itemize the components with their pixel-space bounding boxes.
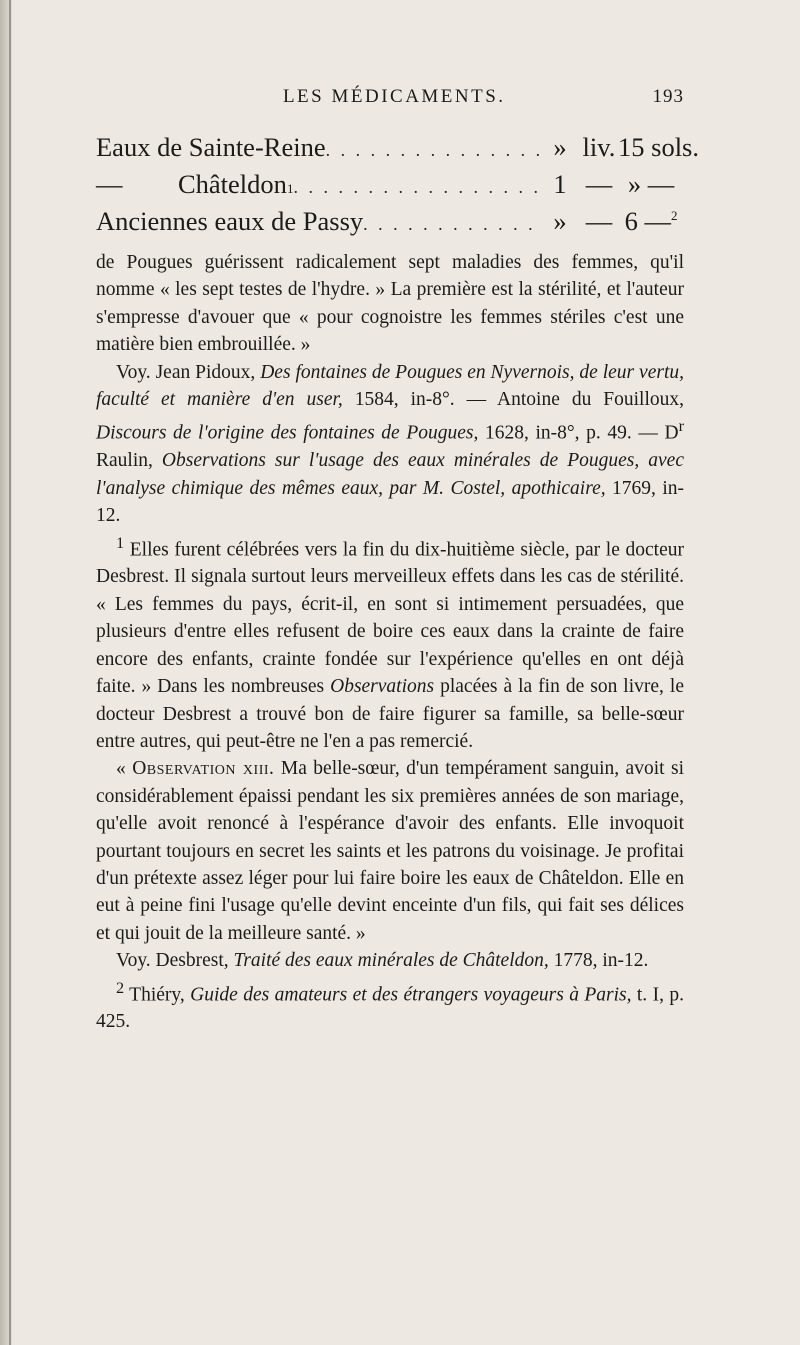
book-title: Des fontaines de Pougues en Nyvernois, de leur vertu, faculté et manière d'en user, (96, 361, 684, 411)
footnote-2: $^2$ Thiéry, Guide des amateurs et des étrangers voyageurs à Paris, t. I, p. 425. (96, 978, 684, 1033)
book-title: Guide des amateurs et des étrangers voyageurs à Paris, (190, 984, 632, 1006)
price-item-dash: — (96, 169, 123, 199)
binding-edge-line (9, 0, 11, 1345)
price-col-2: liv. (582, 132, 616, 162)
book-title: Traité des eaux minérales de Châteldon, (233, 950, 549, 972)
price-item-name: Châteldon (178, 169, 287, 199)
body-text (96, 249, 684, 1036)
price-col-1: 1 (553, 169, 567, 199)
dot-leader (293, 170, 540, 204)
dot-leader (363, 207, 540, 241)
observation-heading: Observation xiii. (132, 758, 275, 780)
page-number: 193 (652, 86, 684, 107)
footnote-1: $^1$ Elles furent célébrées vers la fin du dix-huitième siècle, par le docteur Desbrest. Il signala surtout leurs merveilleux effets dans les cas de stérilité. « Les femmes du pays, écrit-il, en sont si intimement persuadées, que plusieurs d'entre elles refusent de boire ces eaux dans la crainte de faire encore des enfants, crainte fondée sur l'expérience qu'elles en ont déjà faite. » Dans les nombreuses Observations placées à la fin de son livre, le docteur Desbrest a trouvé bon de faire figurer sa famille, sa belle-sœur entre autres, qui peut-être ne l'en a pas remercié. (96, 533, 684, 752)
reference-desbrest: Voy. Desbrest, Traité des eaux minérales de Châteldon, 1778, in-12. (116, 950, 649, 972)
price-col-2: — (585, 169, 613, 199)
price-row-passy (96, 204, 684, 241)
paragraph-pougues: de Pougues guérissent radicalement sept maladies des femmes, qu'il nomme « les sept testes de l'hydre. » La première est la stérilité, et l'auteur s'empresse d'avouer que « pour cognoistre les femmes stériles c'est une matière bien embrouillée. » (96, 252, 684, 356)
price-row-chateldon: — Châteldon 1 . . . 1 — » — (96, 167, 684, 204)
price-col-3: 15 sols. (618, 132, 699, 162)
price-col-1: » (553, 206, 567, 236)
running-title: LES MÉDICAMENTS. (282, 86, 506, 107)
footnote-marker: 1 (116, 533, 125, 552)
price-col-1: » (553, 132, 567, 162)
price-col-3: 6 —$^2$ (624, 206, 678, 236)
dot-leader (326, 133, 540, 167)
book-title: Observations sur l'usage des eaux minérales de Pougues, avec l'analyse chimique des mêmes eaux, par M. Costel, apothicaire, (96, 450, 684, 499)
price-table (96, 130, 699, 241)
price-col-3: » — (627, 169, 675, 199)
footnote-marker: 2 (116, 978, 125, 997)
observation-quote: « Observation xiii. Ma belle-sœur, d'un tempérament sanguin, avoit si considérablement épaissi pendant les six premières années de son mariage, qu'elle avoit renoncé à l'espérance d'avoir des enfants. Elle invoquoit pourtant toujours en secret les saints et les patrons du voisinage. Je profitai d'un prétexte assez léger pour lui faire boire les eaux de Châteldon. Elle en eut à peine fini l'usage qu'elle devint enceinte d'un fils, qui fait ses délices et qui jouit de la meilleure santé. » (96, 758, 685, 944)
footnote-ref-2: 2 (670, 208, 678, 224)
price-item-name: Anciennes eaux de Passy (96, 206, 364, 236)
price-row-sainte-reine (96, 130, 699, 167)
book-title: Discours de l'origine des fontaines de Pougues, (96, 422, 479, 444)
running-header (96, 86, 684, 116)
bibliography-pougues: Voy. Jean Pidoux, Des fontaines de Pougues en Nyvernois, de leur vertu, faculté et manière d'en user, 1584, in-8°. — Antoine du Fouilloux, Discours de l'origine des fontaines de Pougues, 1628, in-8°, p. 49. — $D^r$ Raulin, Observations sur l'usage des eaux minérales de Pougues, avec l'analyse chimique des mêmes eaux, par M. Costel, apothicaire, 1769, in-12. (96, 361, 685, 527)
price-item-name: Eaux de Sainte-Reine (96, 132, 326, 162)
book-page (96, 86, 699, 1036)
price-col-2: — (585, 206, 613, 236)
